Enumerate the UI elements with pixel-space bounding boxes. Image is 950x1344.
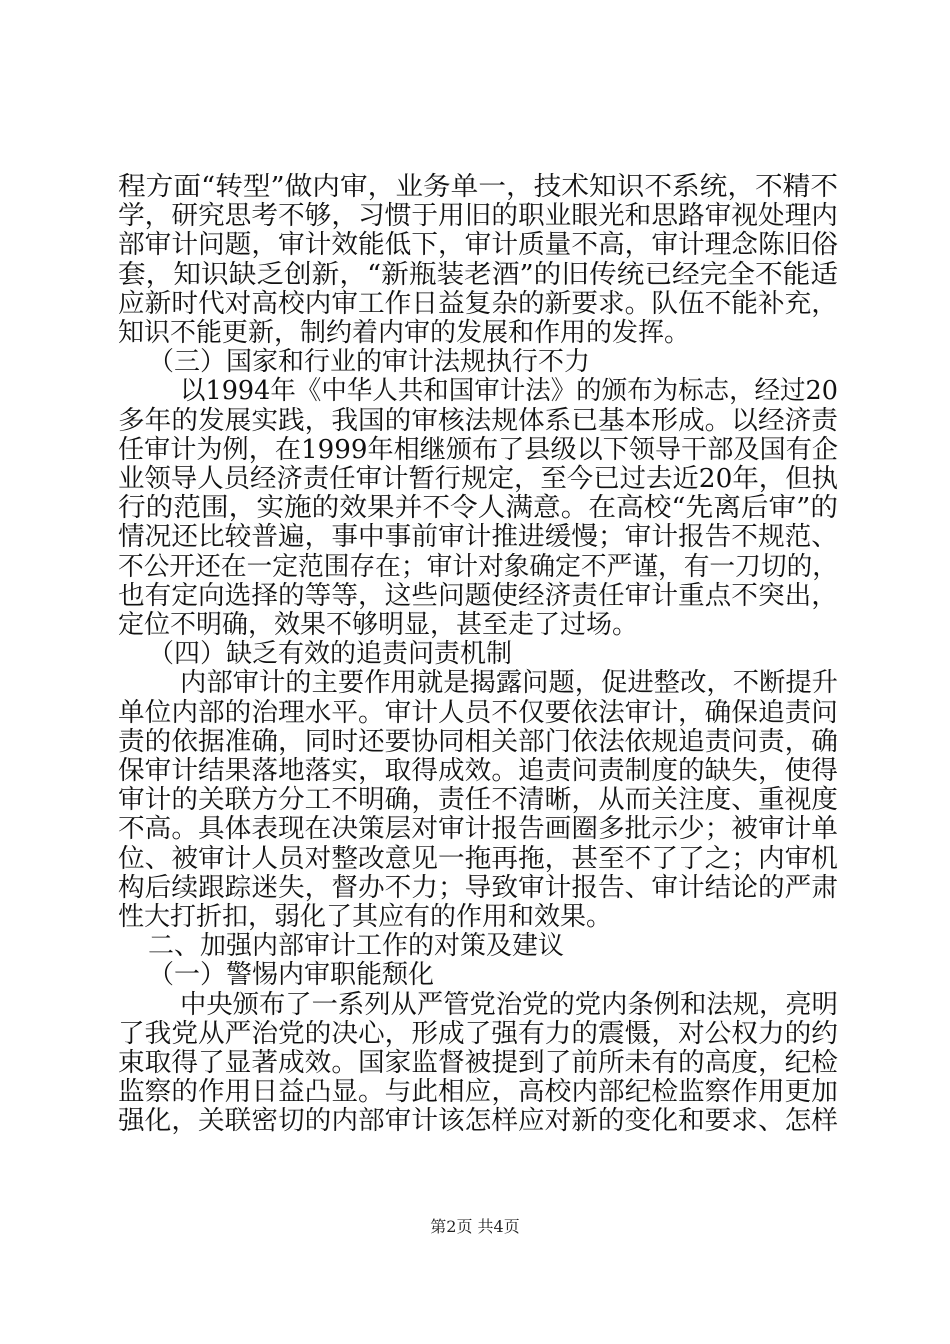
text-line: 不公开还在一定范围存在；审计对象确定不严谨，有一刀切的，: [118, 551, 839, 582]
text-line: 构后续跟踪迷失，督办不力；导致审计报告、审计结论的严肃: [118, 872, 838, 903]
text-line: 强化，关联密切的内部审计该怎样应对新的变化和要求、怎样: [118, 1106, 838, 1137]
section-heading: （四）缺乏有效的追责问责机制: [148, 639, 513, 670]
section-heading: 二、加强内部审计工作的对策及建议: [148, 931, 565, 962]
text-line: 责的依据准确，同时还要协同相关部门依法依规追责问责，确: [118, 726, 838, 757]
text-line: 性大打折扣，弱化了其应有的作用和效果。: [118, 902, 613, 932]
text-line: 行的范围，实施的效果并不令人满意。在高校“先离后审”的: [118, 493, 839, 524]
text-line: 审计的关联方分工不明确，责任不清晰，从而关注度、重视度: [118, 785, 838, 816]
text-line: 定位不明确，效果不够明显，甚至走了过场。: [118, 610, 639, 640]
text-line: 位、被审计人员对整改意见一拖再拖，甚至不了了之；内审机: [118, 843, 838, 874]
section-heading: （一）警惕内审职能颓化: [148, 960, 435, 991]
section-heading: （三）国家和行业的审计法规执行不力: [148, 347, 591, 378]
text-line: 了我党从严治党的决心，形成了强有力的震慑，对公权力的约: [118, 1018, 838, 1049]
text-line: 任审计为例，在1999年相继颁布了县级以下领导干部及国有企: [118, 434, 838, 465]
text-line: 程方面“转型”做内审，业务单一，技术知识不系统，不精不: [118, 172, 839, 202]
text-line: 多年的发展实践，我国的审核法规体系已基本形成。以经济责: [118, 405, 838, 436]
text-line: 内部审计的主要作用就是揭露问题，促进整改，不断提升: [180, 668, 839, 699]
text-line: 套，知识缺乏创新，“新瓶装老酒”的旧传统已经完全不能适: [118, 259, 839, 290]
text-line: 单位内部的治理水平。审计人员不仅要依法审计，确保追责问: [118, 697, 838, 728]
text-line: 业领导人员经济责任审计暂行规定，至今已过去近20年，但执: [118, 464, 839, 494]
text-line: 部审计问题，审计效能低下，审计质量不高，审计理念陈旧俗: [118, 230, 838, 261]
text-line: 监察的作用日益凸显。与此相应，高校内部纪检监察作用更加: [118, 1077, 838, 1108]
text-line: 应新时代对高校内审工作日益复杂的新要求。队伍不能补充，: [118, 288, 838, 319]
text-line: 知识不能更新，制约着内审的发展和作用的发挥。: [118, 318, 691, 348]
text-line: 也有定向选择的等等，这些问题使经济责任审计重点不突出，: [118, 580, 838, 611]
text-line: 情况还比较普遍，事中事前审计推进缓慢；审计报告不规范、: [118, 522, 838, 553]
text-line: 束取得了显著成效。国家监督被提到了前所未有的高度，纪检: [118, 1048, 838, 1078]
text-line: 中央颁布了一系列从严管党治党的党内条例和法规，亮明: [180, 989, 839, 1020]
text-line: 学，研究思考不够，习惯于用旧的职业眼光和思路审视处理内: [118, 201, 838, 232]
page-number-footer: 第2页 共4页: [430, 1217, 520, 1236]
text-line: 以1994年《中华人共和国审计法》的颁布为标志，经过20: [180, 376, 838, 407]
text-line: 不高。具体表现在决策层对审计报告画圈多批示少；被审计单: [118, 814, 838, 845]
text-line: 保审计结果落地落实，取得成效。追责问责制度的缺失，使得: [118, 756, 838, 786]
